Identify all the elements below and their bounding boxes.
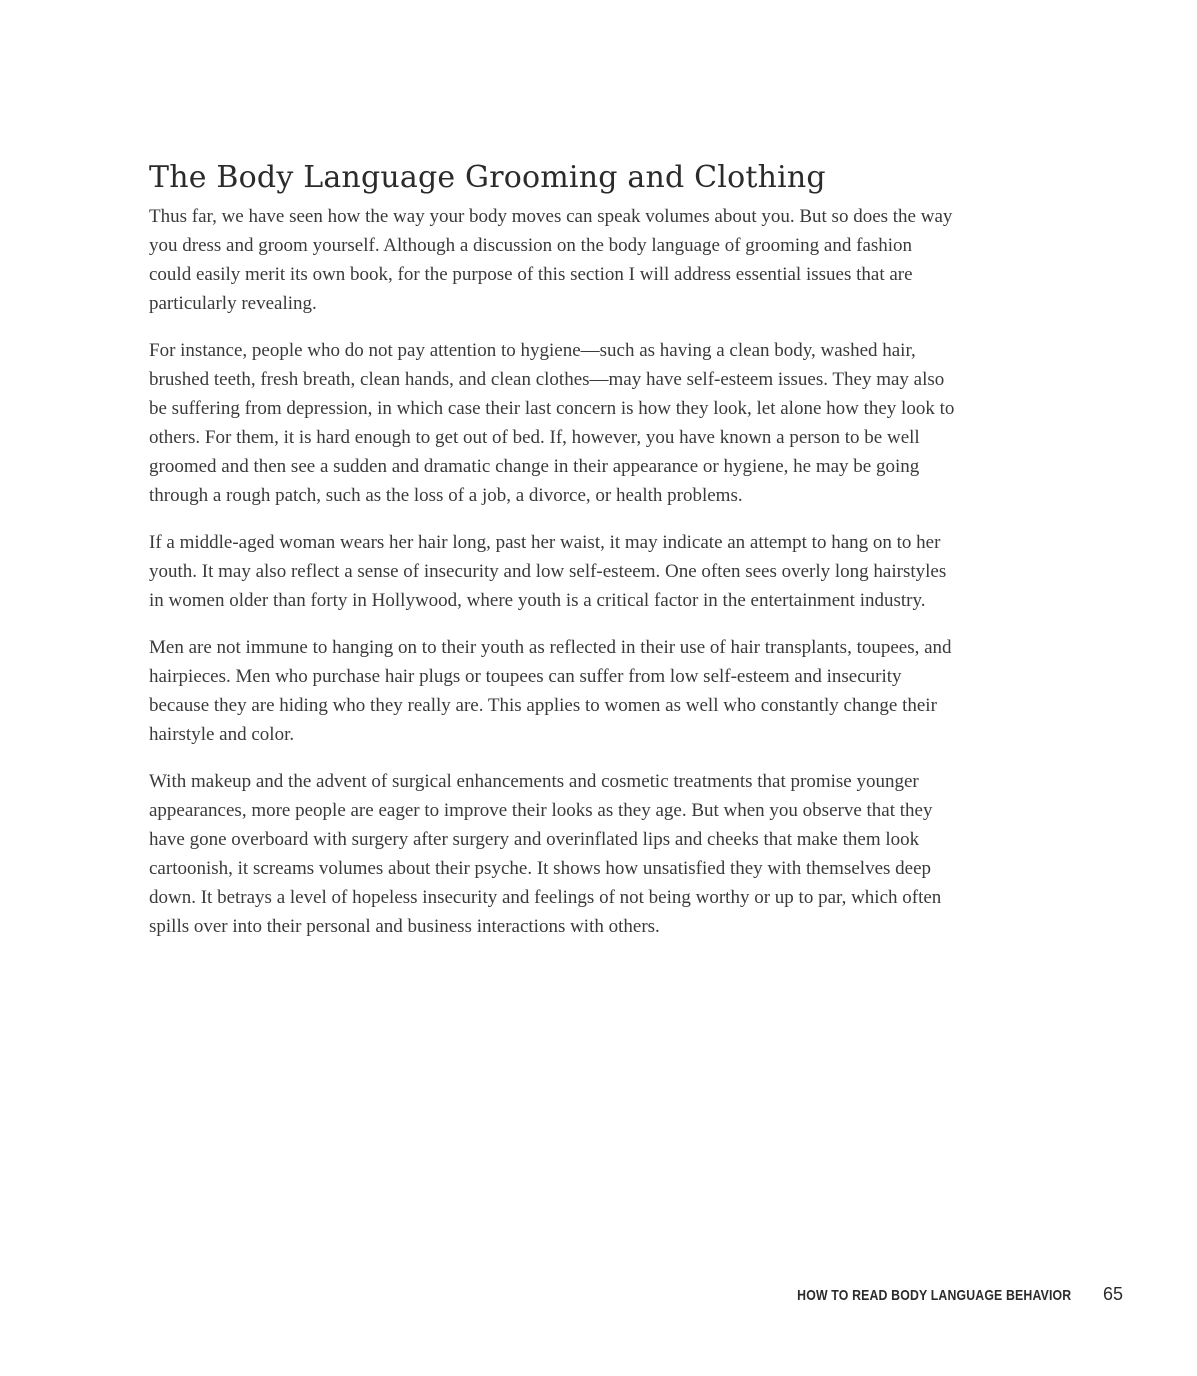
page-content xyxy=(149,158,957,959)
section-title: The Body Language Grooming and Clothing xyxy=(149,160,826,195)
running-head: HOW TO READ BODY LANGUAGE BEHAVIOR xyxy=(796,1287,1071,1304)
paragraph-1: Thus far, we have seen how the way your body moves can speak volumes about you. But so does the way you dress and groom yourself. Although a discussion on the body language of grooming and fashion could easily merit its own book, for the purpose of this section I will address essential issues that are particularly revealing. xyxy=(149,206,953,314)
paragraph-5: With makeup and the advent of surgical enhancements and cosmetic treatments that promise younger appearances, more people are eager to improve their looks as they age. But when you observe that they have gone overboard with surgery after surgery and overinflated lips and cheeks that make them look cartoonish, it screams volumes about their psyche. It shows how unsatisfied they with themselves deep down. It betrays a level of hopeless insecurity and feelings of not being worthy or up to par, which often spills over into their personal and business interactions with others. xyxy=(149,771,942,937)
paragraph-2: For instance, people who do not pay attention to hygiene—such as having a clean body, washed hair, brushed teeth, fresh breath, clean hands, and clean clothes—may have self-esteem issues. They may also be suffering from depression, in which case their last concern is how they look, let alone how they look to others. For them, it is hard enough to get out of bed. If, however, you have known a person to be well groomed and then see a sudden and dramatic change in their appearance or hygiene, he may be going through a rough patch, such as the loss of a job, a divorce, or health problems. xyxy=(149,340,955,506)
paragraph-4: Men are not immune to hanging on to their youth as reflected in their use of hair transplants, toupees, and hairpieces. Men who purchase hair plugs or toupees can suffer from low self-esteem and insecurity because they are hiding who they really are. This applies to women as well who constantly change their hairstyle and color. xyxy=(149,637,952,745)
paragraph-3: If a middle-aged woman wears her hair long, past her waist, it may indicate an attempt to hang on to her youth. It may also reflect a sense of insecurity and low self-esteem. One often sees overly long hairstyles in women older than forty in Hollywood, where youth is a critical factor in the entertainment industry. xyxy=(149,532,947,611)
page-footer xyxy=(737,1284,1123,1305)
page-number: 65 xyxy=(1102,1284,1123,1304)
